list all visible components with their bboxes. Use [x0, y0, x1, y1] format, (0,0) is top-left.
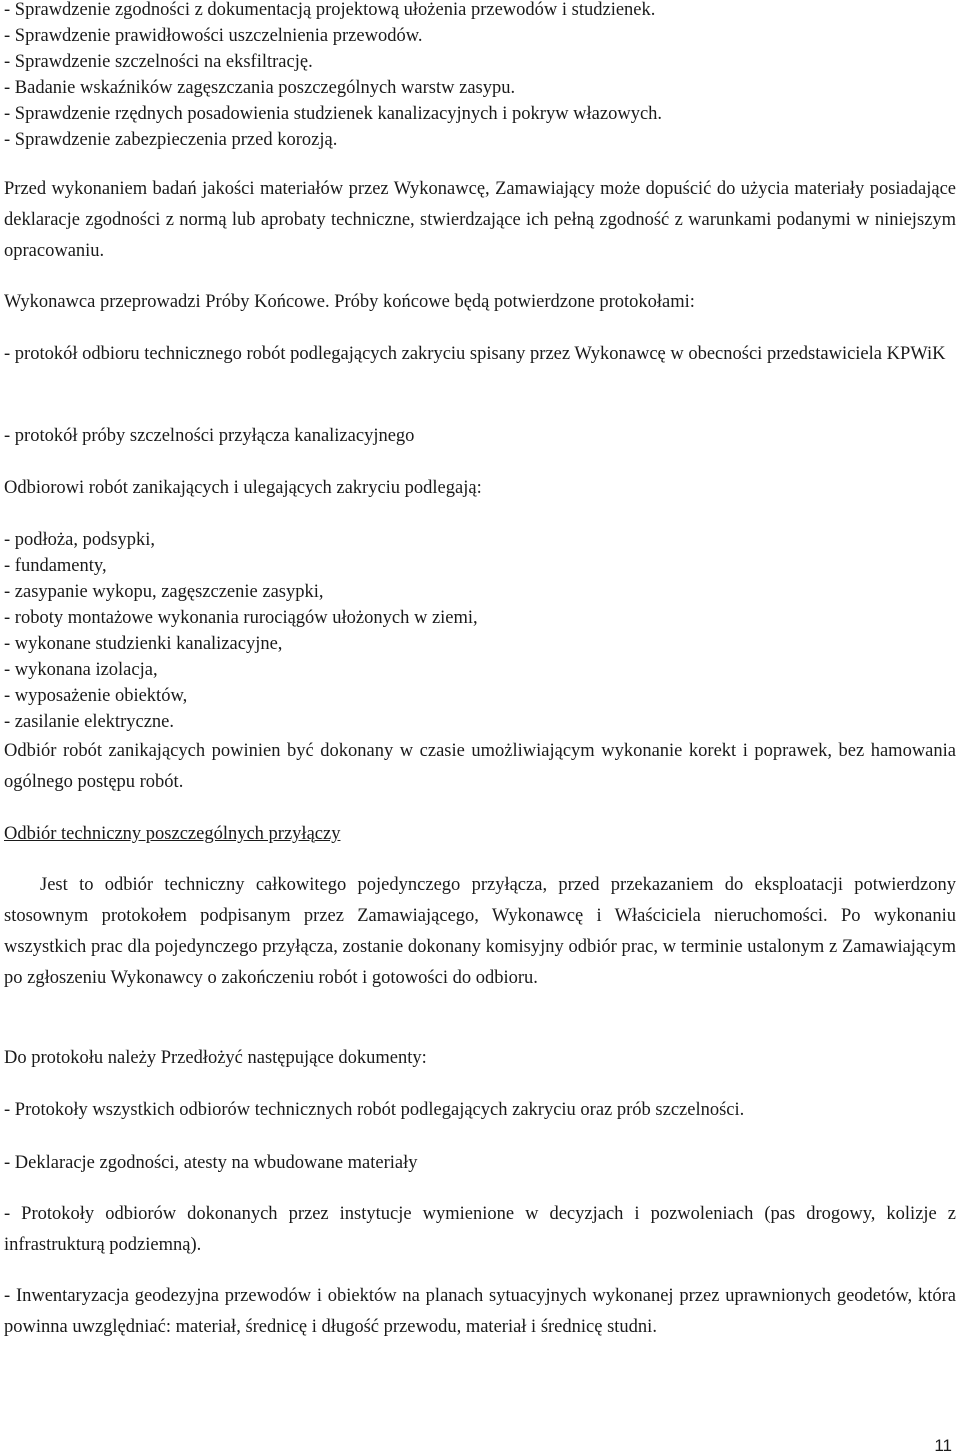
final-tests-paragraph: Wykonawca przeprowadzi Próby Końcowe. Próby końcowe będą potwierdzone protokołami:	[4, 292, 695, 312]
list-item: - wykonana izolacja,	[4, 660, 158, 680]
list-item: - wyposażenie obiektów,	[4, 686, 188, 706]
list-item: - Sprawdzenie rzędnych posadowienia studzienek kanalizacyjnych i pokryw włazowych.	[4, 104, 663, 124]
list-item: - Sprawdzenie prawidłowości uszczelnienia przewodów.	[4, 26, 423, 46]
document-item: - Inwentaryzacja geodezyjna przewodów i obiektów na planach sytuacyjnych wykonanej przez uprawnionych geodetów, która powinna uwzględniać: materiał, średnicę i długość przewodu, materiał i średnicę studni.	[4, 1286, 956, 1337]
top-checks-list	[4, 0, 662, 153]
materials-paragraph: Przed wykonaniem badań jakości materiałów przez Wykonawcę, Zamawiający może dopuścić do użycia materiały posiadające deklaracje zgodności z normą lub aprobaty techniczne, stwierdzające ich pełną zgodność z warunkami podanymi w niniejszym opracowaniu.	[4, 179, 956, 261]
list-item: - fundamenty,	[4, 556, 107, 576]
protocol-paragraph-1: - protokół odbioru technicznego robót podlegających zakryciu spisany przez Wykonawcę w obecności przedstawiciela KPWiK	[4, 344, 946, 364]
list-item: - zasypanie wykopu, zagęszczenie zasypki,	[4, 582, 324, 602]
list-item: - podłoża, podsypki,	[4, 530, 156, 550]
hidden-works-list	[4, 527, 478, 735]
hidden-works-timing-paragraph: Odbiór robót zanikających powinien być dokonany w czasie umożliwiającym wykonanie korekt i poprawek, bez hamowania ogólnego postępu robót.	[4, 741, 956, 792]
list-item: - Sprawdzenie zabezpieczenia przed korozją.	[4, 130, 338, 150]
hidden-works-intro: Odbiorowi robót zanikających i ulegających zakryciu podlegają:	[4, 478, 482, 498]
list-item: - roboty montażowe wykonania rurociągów ułożonych w ziemi,	[4, 608, 478, 628]
document-item: - Deklaracje zgodności, atesty na wbudowane materiały	[4, 1153, 418, 1173]
list-item: - Sprawdzenie zgodności z dokumentacją projektową ułożenia przewodów i studzienek.	[4, 0, 656, 20]
protocol-paragraph-2: - protokół próby szczelności przyłącza kanalizacyjnego	[4, 426, 415, 446]
technical-acceptance-paragraph: Jest to odbiór techniczny całkowitego pojedynczego przyłącza, przed przekazaniem do eksploatacji potwierdzony stosownym protokołem podpisanym przez Zamawiającego, Wykonawcę i Właściciela nieruchomości. Po wykonaniu wszystkich prac dla pojedynczego przyłącza, zostanie dokonany komisyjny odbiór prac, w terminie ustalonym z Zamawiającym po zgłoszeniu Wykonawcy o zakończeniu robót i gotowości do odbioru.	[4, 875, 956, 988]
document-item: - Protokoły odbiorów dokonanych przez instytucje wymienione w decyzjach i pozwoleniach (pas drogowy, kolizje z infrastrukturą podziemną).	[4, 1204, 956, 1255]
list-item: - zasilanie elektryczne.	[4, 712, 174, 732]
page-number: 11	[934, 1436, 952, 1455]
documents-intro-paragraph: Do protokołu należy Przedłożyć następujące dokumenty:	[4, 1048, 427, 1068]
list-item: - Sprawdzenie szczelności na eksfiltrację.	[4, 52, 313, 72]
list-item: - wykonane studzienki kanalizacyjne,	[4, 634, 283, 654]
list-item: - Badanie wskaźników zagęszczania poszczególnych warstw zasypu.	[4, 78, 516, 98]
technical-acceptance-heading: Odbiór techniczny poszczególnych przyłączy	[4, 824, 341, 844]
document-item: - Protokoły wszystkich odbiorów technicznych robót podlegających zakryciu oraz prób szczelności.	[4, 1100, 745, 1120]
